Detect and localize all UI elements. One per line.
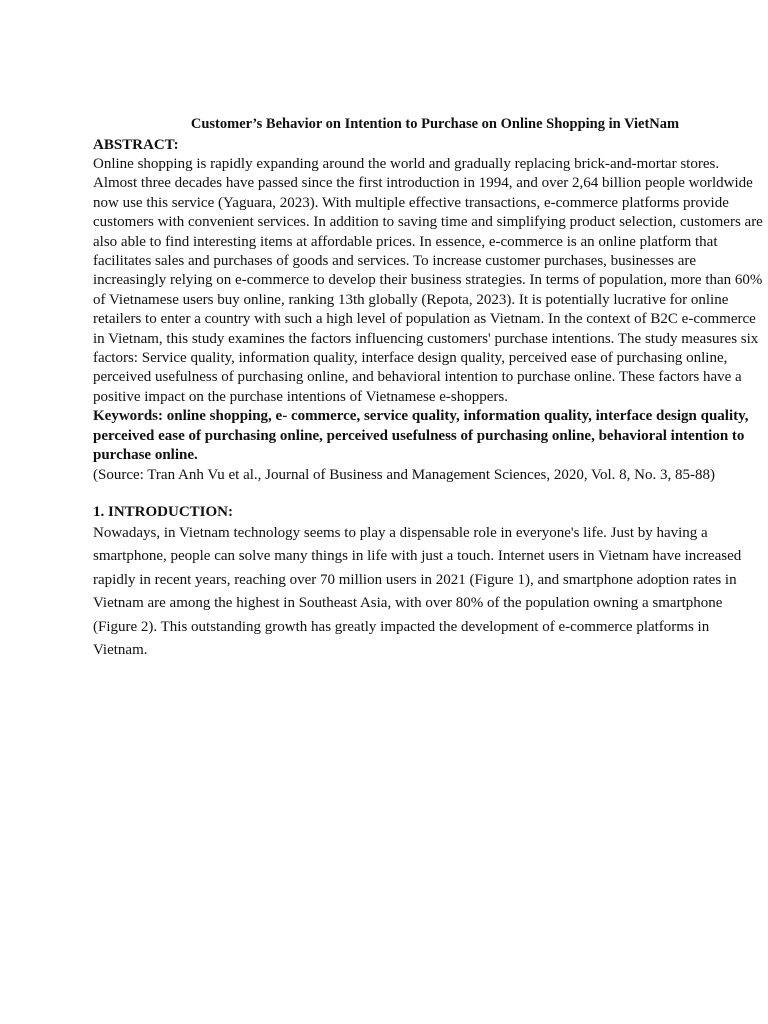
document-content [93,115,765,662]
document-title: Customer’s Behavior on Intention to Purchase on Online Shopping in VietNam [190,116,680,132]
introduction-body: Nowadays, in Vietnam technology seems to play a dispensable role in everyone's life. Just by having a smartphone, people can solve many things in life with just a touch. Internet users in Vietnam have increased rapidly in recent years, reaching over 70 million users in 2021 (Figure 1), and smartphone adoption rates in Vietnam are among the highest in Southeast Asia, with over 80% of the population owning a smartphone (Figure 2). This outstanding growth has greatly impacted the development of e-commerce platforms in Vietnam. [93,524,742,658]
introduction-heading: 1. INTRODUCTION: [93,503,234,520]
abstract-heading: ABSTRACT: [93,137,179,153]
abstract-body: Online shopping is rapidly expanding around the world and gradually replacing brick-and-mortar stores. Almost three decades have passed since the first introduction in 1994, and over 2,64 billion people worldwide now use this service (Yaguara, 2023). With multiple effective transactions, e-commerce platforms provide customers with convenient services. In addition to saving time and simplifying product selection, customers are also able to find interesting items at affordable prices. In essence, e-commerce is an online platform that facilitates sales and purchases of goods and services. To increase customer purchases, businesses are increasingly relying on e-commerce to develop their business strategies. In terms of population, more than 60% of Vietnamese users buy online, ranking 13th globally (Repota, 2023). It is potentially lucrative for online retailers to enter a country with such a high level of population as Vietnam. In the context of B2C e-commerce in Vietnam, this study examines the factors influencing customers' purchase intentions. The study measures six factors: Service quality, information quality, interface design quality, perceived ease of purchasing online, perceived usefulness of purchasing online, and behavioral intention to purchase online. These factors have a positive impact on the purchase intentions of Vietnamese e-shoppers. [93,156,763,405]
keywords: Keywords: online shopping, e- commerce, service quality, information quality, interface design quality, perceived ease of purchasing online, perceived usefulness of purchasing online, behavioral intention to purchase online. [93,408,749,464]
source-citation: (Source: Tran Anh Vu et al., Journal of Business and Management Sciences, 2020, Vol. 8, No. 3, 85-88) [93,466,715,483]
